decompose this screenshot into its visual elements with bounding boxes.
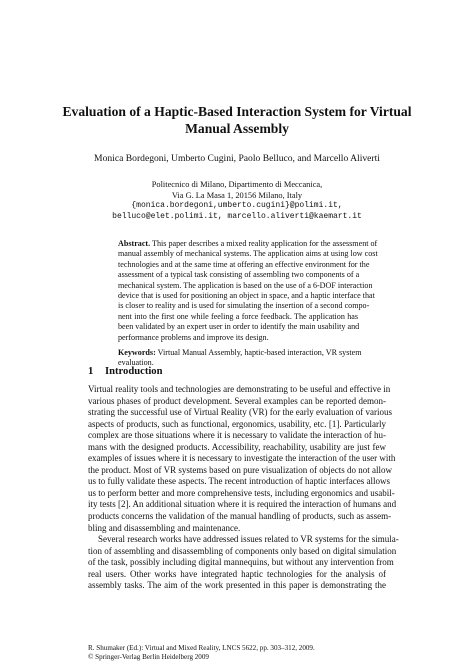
body-line: tion of assembling and disassembling of components only based on digital simulation xyxy=(88,545,397,556)
paper-title xyxy=(40,103,434,137)
body-line: complex are those situations where it is necessary to validate the interaction of hu- xyxy=(88,430,386,441)
body-line: the product. Most of VR systems based on pure visualization of objects do not allow xyxy=(88,464,393,475)
body-line: ity tests [2]. An additional situation where it is required the interaction of humans and xyxy=(88,499,397,510)
body-text xyxy=(88,384,399,592)
body-line: products concerns the validation of the manual handling of products, such as assem- xyxy=(88,511,392,522)
abstract-line: assessment of a typical task consisting of assembling two components of a xyxy=(118,270,360,280)
copyright-footer xyxy=(88,644,386,662)
body-line: strating the successful use of Virtual Reality (VR) for the early evaluation of various xyxy=(88,407,392,418)
abstract-line xyxy=(118,239,378,249)
author-list: Monica Bordegoni, Umberto Cugini, Paolo Belluco, and Marcello Aliverti xyxy=(94,153,380,164)
body-line: bling and disassembling and maintenance. xyxy=(88,522,241,533)
abstract-block xyxy=(118,239,378,369)
section-number: 1 xyxy=(88,366,94,377)
body-line: mans with the designed products. Accessibility, reachability, usability are just few xyxy=(88,441,386,452)
abstract-line: is closer to reality and is used for simulating the insertion of a second compo- xyxy=(118,301,370,311)
author-emails: {monica.bordegoni,umberto.cugini}@polimi.it, xyxy=(131,201,343,211)
affiliation-line: Politecnico di Milano, Dipartimento di Meccanica, xyxy=(151,180,323,189)
body-line: examples of issues where it is necessary to investigate the interaction of the user with xyxy=(88,453,396,464)
body-line: aspects of products, such as functional, ergonomics, usability, etc. [1]. Particularly xyxy=(88,418,386,429)
citation-line: R. Shumaker (Ed.): Virtual and Mixed Reality, LNCS 5622, pp. 303–312, 2009. xyxy=(88,644,315,652)
title-line: Manual Assembly xyxy=(185,121,289,136)
section-title: Introduction xyxy=(105,366,163,377)
body-line: various phases of product development. Several examples can be reported demon- xyxy=(88,395,386,406)
copyright-line: © Springer-Verlag Berlin Heidelberg 2009 xyxy=(88,653,209,661)
abstract-line: nent into the first one while feeling a force feedback. The application has xyxy=(118,311,358,321)
body-line: us to fully validate these aspects. The recent introduction of haptic interfaces allows xyxy=(88,476,390,487)
body-line: Several research works have addressed issues related to VR systems for the simula- xyxy=(98,534,399,545)
abstract-line: manual assembly of mechanical systems. The application aims at using low cost xyxy=(118,249,378,259)
affiliation-block xyxy=(40,180,434,222)
abstract-text: This paper describes a mixed reality application for the assessment of xyxy=(152,239,378,248)
abstract-line: technologies and at the same time at offering an effective environment for the xyxy=(118,259,370,269)
abstract-line: mechanical system. The application is based on the use of a 6-DOF interaction xyxy=(118,280,373,290)
author-emails: belluco@elet.polimi.it, marcello.aliverti@kaemart.it xyxy=(112,211,362,221)
abstract-line: performance problems and improve its design. xyxy=(118,332,269,342)
body-line: real users. Other works have integrated haptic technologies for the analysis of xyxy=(88,568,386,579)
abstract-line: device that is used for positioning an object in space, and a haptic interface that xyxy=(118,291,375,301)
body-line: us to perform better and more comprehensive tests, including ergonomics and usabil- xyxy=(88,487,395,498)
section-heading xyxy=(88,365,386,378)
title-line: Evaluation of a Haptic-Based Interaction System for Virtual xyxy=(62,104,412,119)
keywords-text: Virtual Manual Assembly, haptic-based interaction, VR system xyxy=(157,348,362,358)
body-line: Virtual reality tools and technologies are demonstrating to be useful and effective in xyxy=(88,384,391,394)
body-line: assembly tasks. The aim of the work presented in this paper is demonstrating the xyxy=(88,580,386,591)
keywords-line: evaluation. xyxy=(118,358,154,368)
keywords-label: Keywords: xyxy=(118,348,156,358)
abstract-label: Abstract. xyxy=(118,239,151,248)
keywords-line xyxy=(118,348,362,358)
affiliation-address: Via G. La Masa 1, 20156 Milano, Italy xyxy=(171,190,303,200)
abstract-line: been validated by an expert user in order to identify the main usability and xyxy=(118,322,360,332)
body-line: of the task, possibly including digital mannequins, but without any intervention from xyxy=(88,557,394,568)
